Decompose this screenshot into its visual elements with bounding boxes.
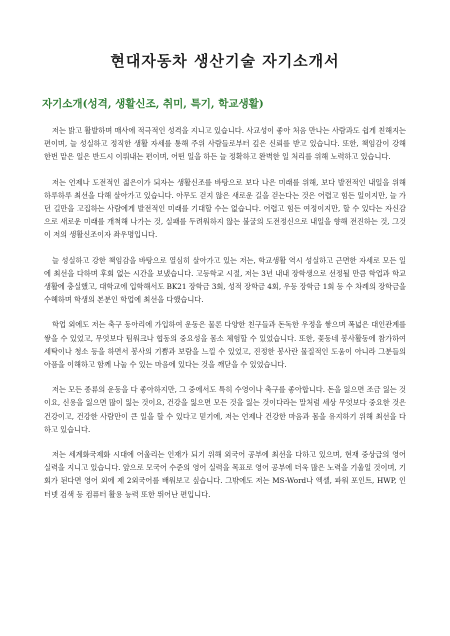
- document-title: 현대자동차 생산기술 자기소개서: [110, 52, 340, 70]
- paragraph-school-life: 늘 성실하고 강한 책임감을 바탕으로 열심히 살아가고 있는 저는, 학교생활 역시 성실하고 근면한 자세로 모든 일에 최선을 다하며 후회 없는 시간을 보냈습니다. 고등학교 시절, 저는 3년 내내 장학생으로 선정될 만큼 학업과 학교생활에 충실했고, 대학교에 입학해서도 BK21 장학금 3회, 성적 장학금 4회, 우등 장학금 1회 등 수 차례의 장학금을 수혜하며 학생의 본분인 학업에 최선을 다했습니다.: [44, 255, 406, 305]
- paragraph-life-motto: 저는 언제나 도전적인 젊은이가 되자는 생활신조를 바탕으로 보다 나은 미래를 위해, 보다 발전적인 내일을 위해 하루하루 최선을 다해 살아가고 있습니다. 아무도 걷지 않은 새로운 길을 걷는다는 것은 어렵고 힘든 일이지만, 늘 가던 길만을 고집하는 사람에게 발전적인 미래를 기대할 수는 없습니다. 어렵고 힘든 여정이지만, 할 수 있다는 자신감으로 새로운 미래를 개척해 나가는 것, 실패를 두려워하지 않는 불굴의 도전정신으로 내일을 향해 전진하는 것, 그것이 저의 생활신조이자 좌우명입니다.: [44, 177, 406, 240]
- paragraph-personality: 저는 밝고 활발하며 매사에 적극적인 성격을 지니고 있습니다. 사교성이 좋아 처음 만나는 사람과도 쉽게 친해지는 편이며, 늘 성실하고 정직한 생활 자세를 통해 주위 사람들로부터 깊은 신뢰를 받고 있습니다. 또한, 책임감이 강해 한번 맡은 일은 반드시 이뤄내는 편이며, 어떤 일을 하든 늘 정확하고 완벽한 일 처리를 위해 노력하고 있습니다.: [44, 126, 406, 162]
- section-heading: 자기소개(성격, 생활신조, 취미, 특기, 학교생활): [42, 98, 264, 110]
- paragraph-hobbies: 저는 모든 종류의 운동을 다 좋아하지만, 그 중에서도 특히 수영이나 축구를 좋아합니다. 돈을 잃으면 조금 잃는 것이요, 신용을 잃으면 많이 잃는 것이요, 건강을 잃으면 모든 것을 잃는 것이다라는 말처럼 세상 무엇보다 중요한 것은 건강이고, 건강한 사람만이 큰 일을 할 수 있다고 믿기에, 저는 언제나 건강한 마음과 몸을 유지하기 위해 최선을 다하고 있습니다.: [44, 385, 406, 434]
- paragraph-activities: 학업 외에도 저는 축구 동아리에 가입하여 운동은 물론 다양한 친구들과 돈독한 우정을 쌓으며 폭넓은 대인관계를 쌓을 수 있었고, 무엇보다 팀워크나 협동의 중요성을 몸소 체험할 수 있었습니다. 또한, 꽃동네 봉사활동에 참가하여 세탁이나 청소 등을 하면서 봉사의 기쁨과 보람을 느낄 수 있었고, 진정한 봉사란 물질적인 도움이 아니라 그분들의 아픔을 이해하고 함께 나눌 수 있는 마음에 있다는 것을 깨닫을 수 있었습니다.: [44, 320, 406, 370]
- paragraph-skills: 저는 세계화국제화 시대에 어울리는 인재가 되기 위해 외국어 공부에 최선을 다하고 있으며, 현재 중상급의 영어 실력을 지니고 있습니다. 앞으로 모국어 수준의 영어 실력을 목표로 영어 공부에 더욱 많은 노력을 기울일 것이며, 기회가 된다면 영어 외에 제 2외국어를 배워보고 싶습니다. 그밖에도 저는 MS-Word나 엑셀, 파워 포인트, HWP, 인터넷 검색 등 컴퓨터 활용 능력 또한 뛰어난 편입니다.: [44, 450, 406, 499]
- document-body: [44, 124, 406, 513]
